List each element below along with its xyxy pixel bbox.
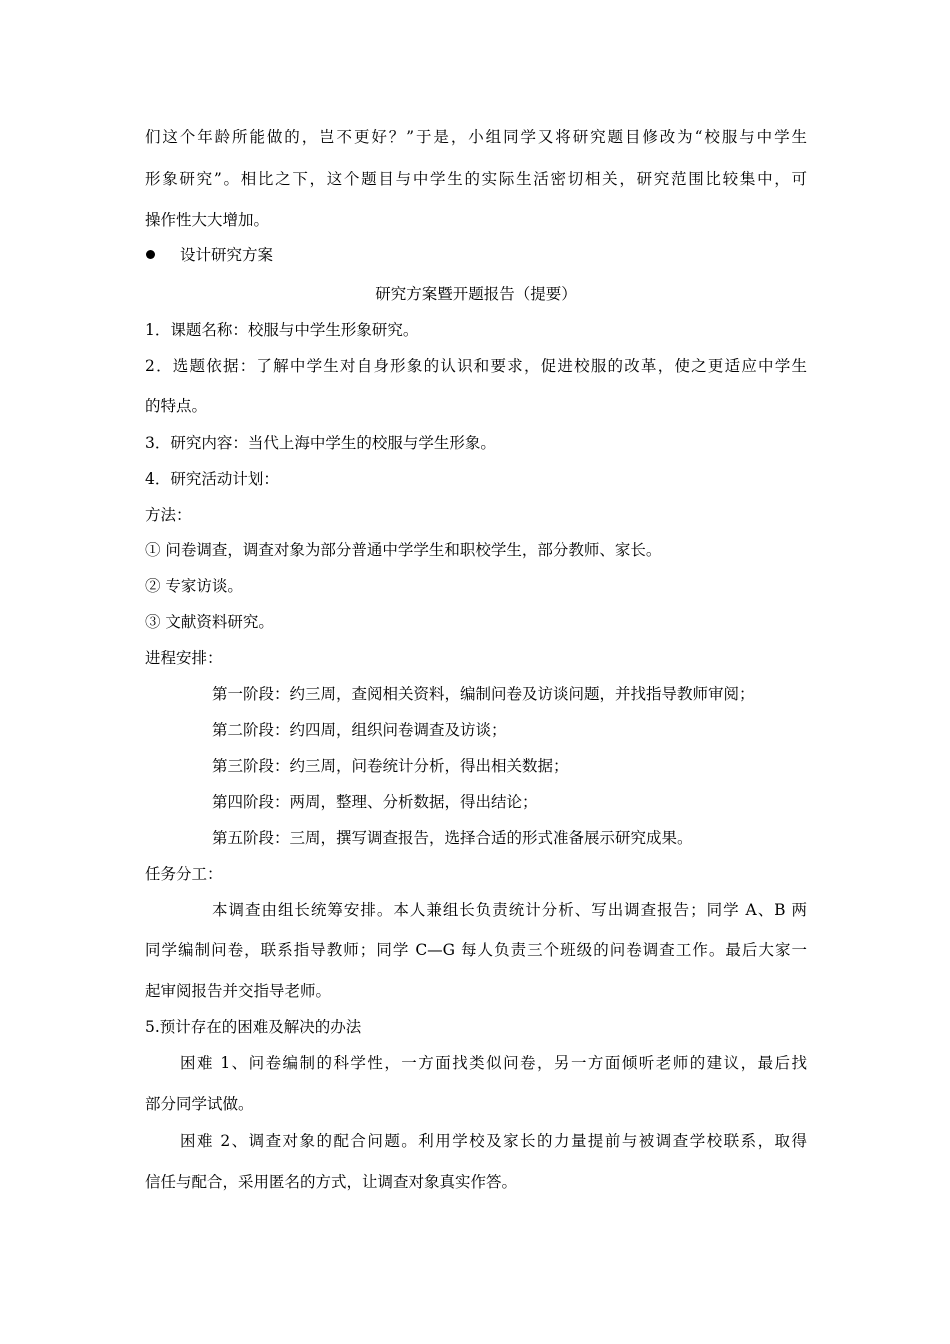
intro-line-1: 们这个年龄所能做的，岂不更好？”于是，小组同学又将研究题目修改为“校服与中学生 <box>145 128 807 146</box>
item-1: 1．课题名称：校服与中学生形象研究。 <box>145 321 419 339</box>
method-1: ① 问卷调查，调查对象为部分普通中学学生和职校学生，部分教师、家长。 <box>145 541 662 559</box>
difficulty-1-line-2: 部分同学试做。 <box>145 1095 254 1113</box>
schedule-stage-1: 第一阶段：约三周，查阅相关资料，编制问卷及访谈问题，并找指导教师审阅； <box>212 685 755 703</box>
schedule-stage-5: 第五阶段：三周，撰写调查报告，选择合适的形式准备展示研究成果。 <box>212 829 693 847</box>
item-2-line-1: 2．选题依据：了解中学生对自身形象的认识和要求，促进校服的改革，使之更适应中学生 <box>145 357 807 375</box>
schedule-label: 进程安排： <box>145 649 223 667</box>
division-label: 任务分工： <box>145 865 223 883</box>
report-title: 研究方案暨开题报告（提要） <box>375 285 577 303</box>
difficulty-1-line-1: 困难 1、问卷编制的科学性，一方面找类似问卷，另一方面倾听老师的建议，最后找 <box>180 1054 807 1072</box>
item-3: 3．研究内容：当代上海中学生的校服与学生形象。 <box>145 434 496 452</box>
difficulty-2-line-2: 信任与配合，采用匿名的方式，让调查对象真实作答。 <box>145 1173 518 1191</box>
bullet-dot-icon <box>146 250 155 259</box>
schedule-stage-4: 第四阶段：两周，整理、分析数据，得出结论； <box>212 793 538 811</box>
schedule-stage-3: 第三阶段：约三周，问卷统计分析，得出相关数据； <box>212 757 569 775</box>
method-3: ③ 文献资料研究。 <box>145 613 274 631</box>
intro-line-2: 形象研究”。相比之下，这个题目与中学生的实际生活密切相关，研究范围比较集中，可 <box>145 170 807 188</box>
schedule-stage-2: 第二阶段：约四周，组织问卷调查及访谈； <box>212 721 507 739</box>
bullet-heading: 设计研究方案 <box>180 246 274 264</box>
methods-label: 方法： <box>145 506 192 524</box>
division-line-3: 起审阅报告并交指导老师。 <box>145 982 332 1000</box>
item-5: 5.预计存在的困难及解决的办法 <box>145 1018 362 1036</box>
intro-line-3: 操作性大大增加。 <box>145 211 270 229</box>
method-2: ② 专家访谈。 <box>145 577 243 595</box>
division-line-2: 同学编制问卷，联系指导教师；同学 C—G 每人负责三个班级的问卷调查工作。最后大家一 <box>145 941 807 959</box>
difficulty-2-line-1: 困难 2、调查对象的配合问题。利用学校及家长的力量提前与被调查学校联系，取得 <box>180 1132 807 1150</box>
item-2-line-2: 的特点。 <box>145 397 208 415</box>
item-4: 4．研究活动计划： <box>145 470 279 488</box>
division-line-1: 本调查由组长统筹安排。本人兼组长负责统计分析、写出调查报告；同学 A、B 两 <box>212 901 807 919</box>
